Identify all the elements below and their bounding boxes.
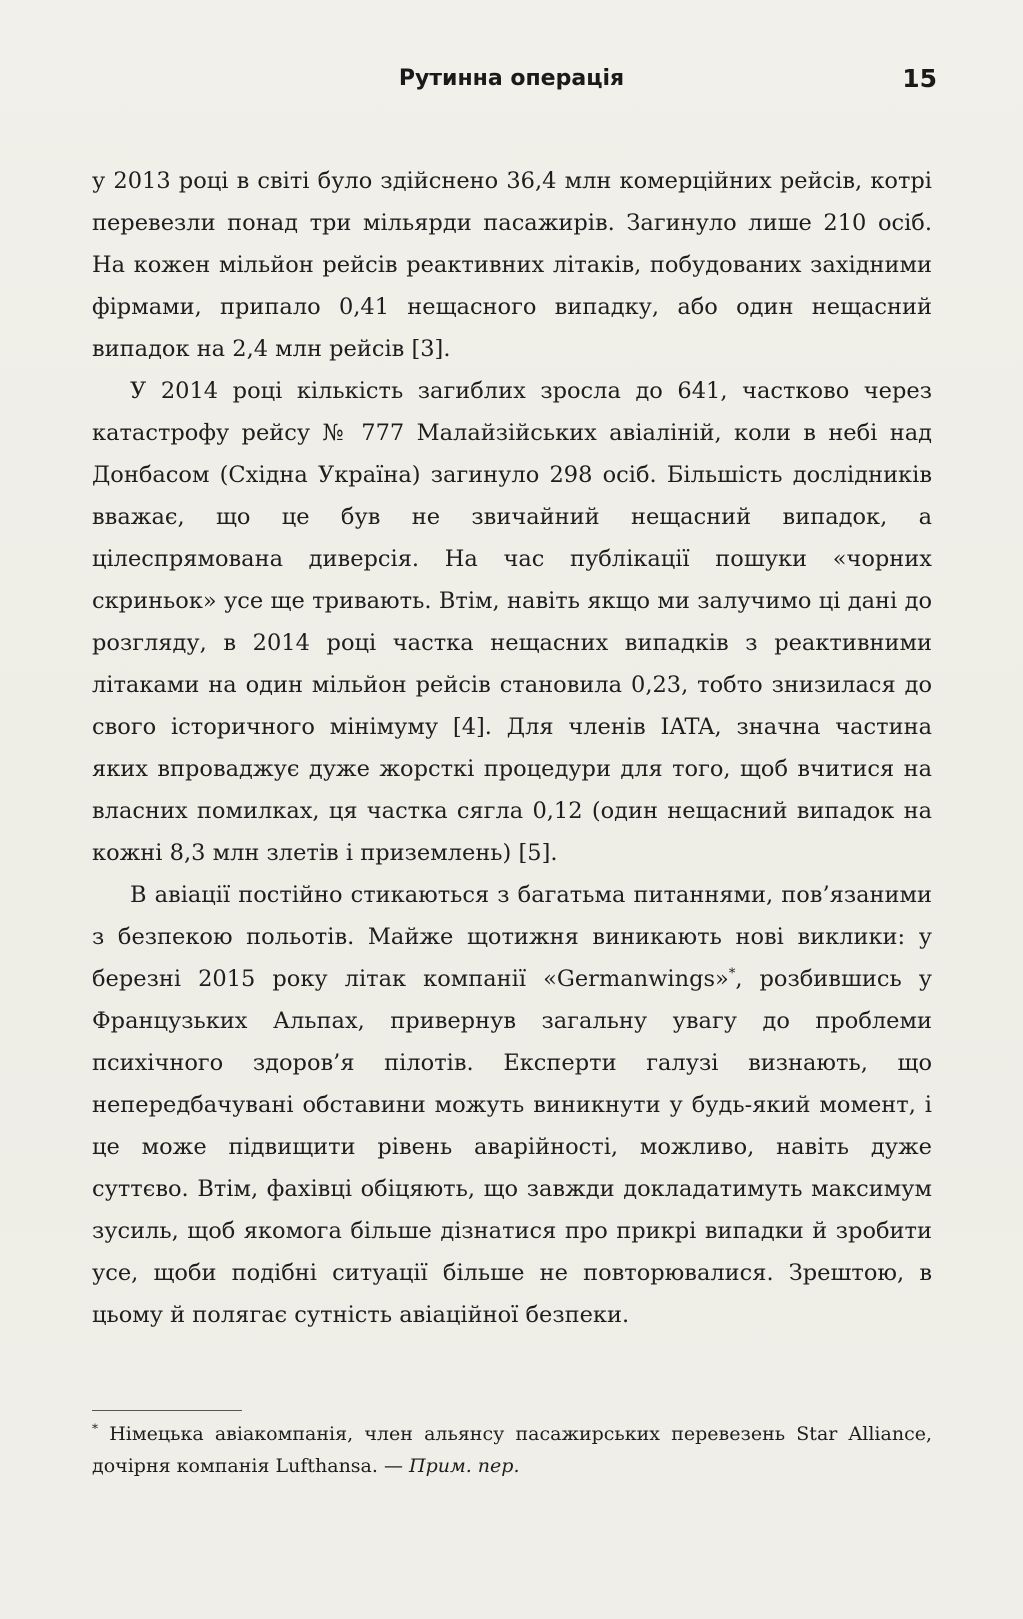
paragraph-3-part-1: В авіації постійно стикаються з багатьма питаннями, пов’язаними з безпекою польотів. Майже щотижня виникають нові виклики: у березні 2015 року літак компанії «Germanwings» [92, 882, 932, 992]
paragraph-2: У 2014 році кількість загиблих зросла до 641, частково через катастрофу рейсу № 777 Малайзійських авіаліній, коли в небі над Донбасом (Східна Україна) загинуло 298 осіб. Більшість дослідників вважає, що це був не звичайний нещасний випадок, а цілеспрямована диверсія. На час публікації пошуки «чорних скриньок» усе ще тривають. Втім, навіть якщо ми залучимо ці дані до розгляду, в 2014 році частка нещасних випадків з реактивними літаками на один мільйон рейсів становила 0,23, тобто знизилася до свого історичного мінімуму [4]. Для членів IATA, значна частина яких впроваджує дуже жорсткі процедури для того, щоб вчитися на власних помилках, ця частка сягла 0,12 (один нещасний випадок на кожні 8,3 млн злетів і приземлень) [5]. [92, 378, 932, 866]
footnote-reference-mark: * [728, 966, 736, 982]
page-number: 15 [902, 64, 937, 93]
footnote-text: Німецька авіакомпанія, член альянсу пасажирських перевезень Star Alliance, дочірня компанія Lufthansa. — [92, 1423, 932, 1477]
chapter-title: Рутинна операція [398, 66, 625, 91]
paragraph-1: у 2013 році в світі було здійснено 36,4 млн комерційних рейсів, котрі перевезли понад три мільярди пасажирів. Загинуло лише 210 осіб. На кожен мільйон рейсів реактивних літаків, побудованих західними фірмами, припало 0,41 нещасного випадку, або один нещасний випадок на 2,4 млн рейсів [3]. [92, 168, 932, 362]
paragraph-3-part-2: , розбившись у Французьких Альпах, привернув загальну увагу до проблеми психічного здоров’я пілотів. Експерти галузі визнають, що непередбачувані обставини можуть виникнути у будь-який момент, і це може підвищити рівень аварійності, можливо, навіть дуже суттєво. Втім, фахівці обіцяють, що завжди докладатимуть максимум зусиль, щоб якомога більше дізнатися про прикрі випадки й зробити усе, щоби подібні ситуації більше не повторювалися. Зрештою, в цьому й полягає сутність авіаційної безпеки. [92, 966, 932, 1328]
footnote [92, 1418, 932, 1482]
paragraph-3 [92, 874, 932, 1336]
footnote-mark: * [92, 1421, 98, 1436]
footnote-divider [92, 1410, 242, 1411]
body-text [92, 160, 932, 1336]
running-head [0, 62, 1023, 102]
translator-note: Прим. пер. [409, 1455, 520, 1477]
